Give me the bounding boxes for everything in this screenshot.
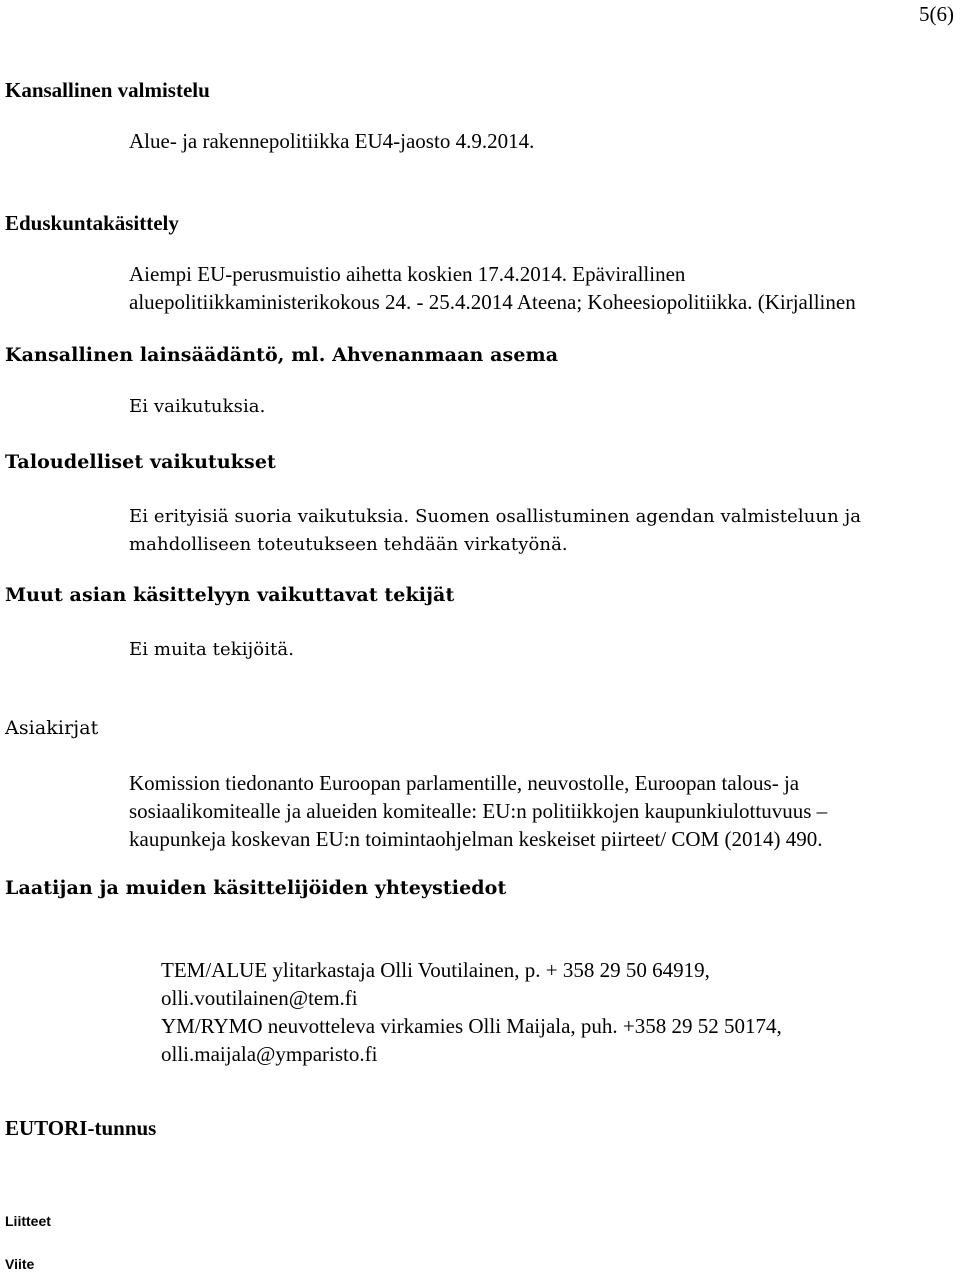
- yhteystiedot-text: [161, 956, 782, 1068]
- contact-email: olli.voutilainen@tem.fi: [161, 986, 358, 1010]
- contact-line: YM/RYMO neuvotteleva virkamies Olli Maijala, puh. +358 29 52 50174,: [161, 1014, 782, 1038]
- heading-kansallinen-valmistelu: Kansallinen valmistelu: [5, 78, 210, 102]
- text-line: Ei vaikutuksia.: [129, 396, 266, 417]
- contact-line: TEM/ALUE ylitarkastaja Olli Voutilainen, p. + 358 29 50 64919,: [161, 958, 710, 982]
- heading-eduskuntakasittely: Eduskuntakäsittely: [5, 211, 179, 235]
- kansallinen-lainsaadanto-text: [129, 393, 265, 421]
- text-line: Aiempi EU-perusmuistio aihetta koskien 17.4.2014. Epävirallinen: [129, 262, 686, 286]
- heading-taloudelliset-vaikutukset: Taloudelliset vaikutukset: [5, 451, 276, 473]
- text-line: mahdolliseen toteutukseen tehdään virkatyönä.: [129, 534, 568, 555]
- text-line: Komission tiedonanto Euroopan parlamentille, neuvostolle, Euroopan talous- ja: [129, 771, 800, 795]
- page-number: 5(6): [919, 2, 954, 26]
- asiakirjat-text: [129, 769, 827, 853]
- heading-eutori-tunnus: EUTORI-tunnus: [5, 1116, 157, 1140]
- kansallinen-valmistelu-text: [129, 127, 534, 155]
- text-line: sosiaalikomitealle ja alueiden komitealle: EU:n politiikkojen kaupunkiulottuvuus –: [129, 799, 828, 823]
- heading-liitteet: Liitteet: [5, 1213, 51, 1229]
- heading-kansallinen-lainsaadanto: Kansallinen lainsäädäntö, ml. Ahvenanmaan asema: [5, 344, 559, 366]
- text-line: Ei muita tekijöitä.: [129, 639, 295, 660]
- text-line: kaupunkeja koskevan EU:n toimintaohjelman keskeiset piirteet/ COM (2014) 490.: [129, 827, 823, 851]
- eduskuntakasittely-text: [129, 260, 856, 316]
- text-line: aluepolitiikkaministerikokous 24. - 25.4.2014 Ateena; Koheesiopolitiikka. (Kirjallinen: [129, 290, 856, 314]
- heading-viite: Viite: [5, 1256, 35, 1272]
- heading-yhteystiedot: Laatijan ja muiden käsittelijöiden yhteystiedot: [5, 877, 507, 899]
- text-line: Ei erityisiä suoria vaikutuksia. Suomen osallistuminen agendan valmisteluun ja: [129, 506, 862, 527]
- text-line: Alue- ja rakennepolitiikka EU4-jaosto 4.9.2014.: [129, 129, 535, 153]
- muut-tekijat-text: [129, 636, 294, 664]
- taloudelliset-vaikutukset-text: [129, 503, 861, 559]
- contact-email: olli.maijala@ymparisto.fi: [161, 1042, 378, 1066]
- heading-asiakirjat: Asiakirjat: [5, 717, 99, 739]
- heading-muut-tekijat: Muut asian käsittelyyn vaikuttavat tekijät: [5, 584, 455, 606]
